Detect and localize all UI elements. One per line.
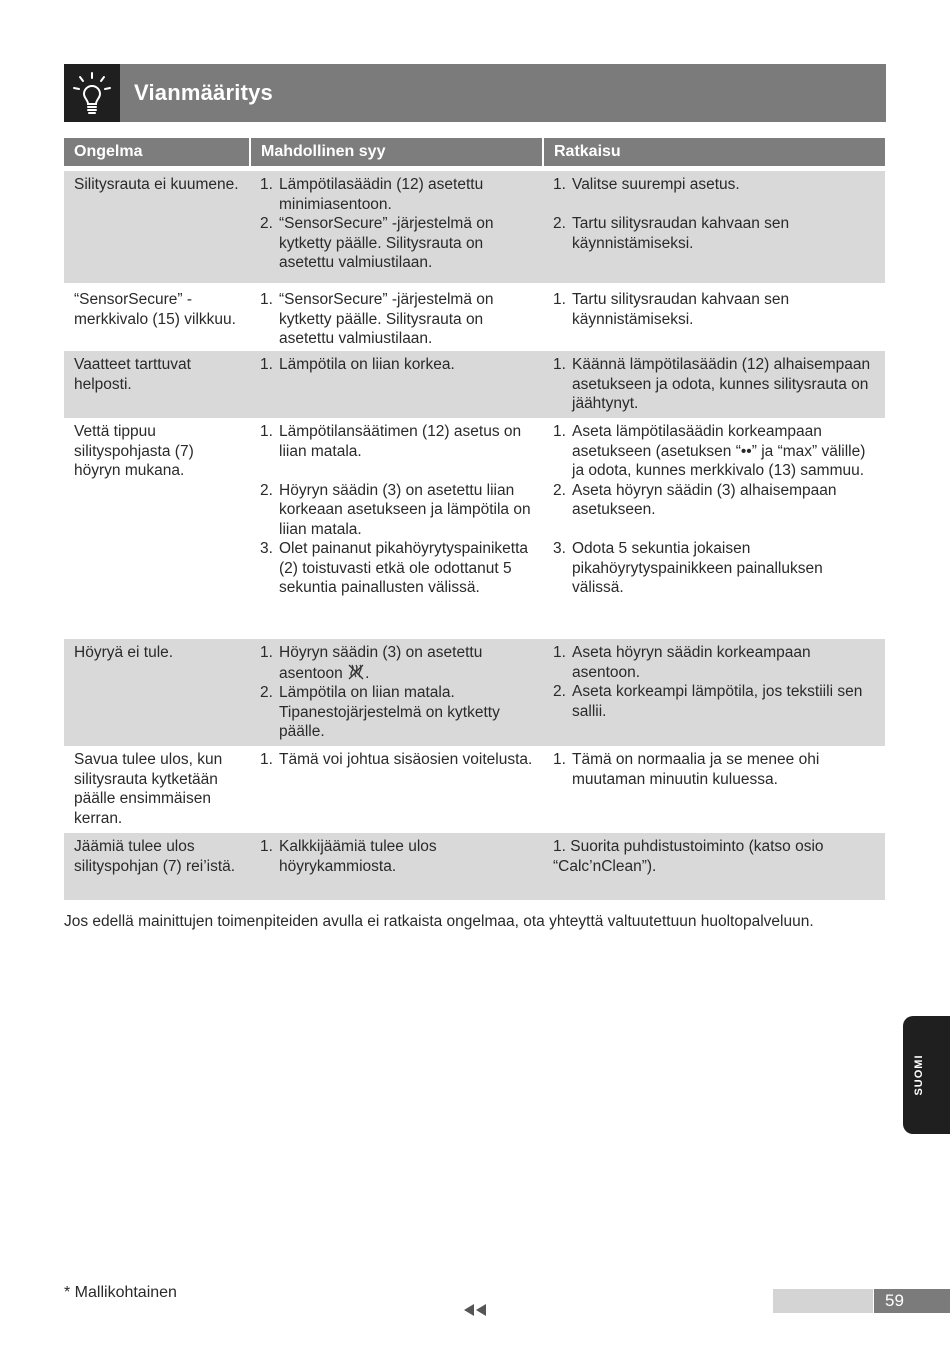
table-row	[64, 286, 885, 351]
solution-cell: 1. Tartu silitysraudan kahvaan sen käynnistämiseksi.	[553, 291, 790, 328]
solution-cell: 1. Suorita puhdistustoiminto (katso osio “Calc’nClean”).	[553, 838, 824, 875]
problem-cell: Höyryä ei tule.	[74, 644, 174, 661]
page-bar	[773, 1289, 873, 1313]
cause-cell: 1. Lämpötila on liian korkea.	[260, 356, 455, 373]
problem-cell: “SensorSecure” -merkkivalo (15) vilkkuu.	[74, 291, 236, 328]
table-header	[64, 138, 885, 166]
problem-cell: Vaatteet tarttuvat helposti.	[74, 356, 191, 393]
solution-cell: 1. Valitse suurempi asetus. 2. Tartu silitysraudan kahvaan sen käynnistämiseksi.	[553, 176, 790, 252]
column-header-solution: Ratkaisu	[542, 138, 885, 166]
solution-cell: 1. Aseta höyryn säädin korkeampaan asentoon. 2. Aseta korkeampi lämpötila, jos tekstiili sen sallii.	[553, 644, 863, 720]
language-tab	[903, 1016, 950, 1134]
page-title: Vianmääritys	[134, 80, 273, 105]
table-row	[64, 833, 885, 900]
section-header	[64, 64, 886, 122]
steam-off-icon	[347, 663, 365, 681]
language-tab-label: SUOMI	[913, 1054, 925, 1096]
page-number: 59	[874, 1289, 950, 1313]
column-header-cause: Mahdollinen syy	[249, 138, 542, 166]
cause-cell: 1. Höyryn säädin (3) on asetettu asentoon . 2. Lämpötila on liian matala. Tipanestojärjestelmä on kytketty päälle.	[260, 644, 500, 740]
footnote: * Mallikohtainen	[64, 1284, 177, 1301]
table-row	[64, 418, 885, 639]
lightbulb-icon	[64, 64, 120, 122]
cause-cell: 1. Lämpötilasäädin (12) asetettu minimiasentoon. 2. “SensorSecure” -järjestelmä on kytketty päälle. Silitysrauta on asetettu valmiustilaan.	[260, 176, 494, 271]
rewind-icon	[462, 1303, 488, 1322]
solution-cell: 1. Tämä on normaalia ja se menee ohi muutaman minuutin kuluessa.	[553, 751, 820, 788]
cause-cell: 1. “SensorSecure” -järjestelmä on kytketty päälle. Silitysrauta on asetettu valmiustilaan.	[260, 291, 494, 347]
solution-cell: 1. Käännä lämpötilasäädin (12) alhaisempaan asetukseen ja odota, kunnes silitysrauta on jäähtynyt.	[553, 356, 871, 412]
problem-cell: Silitysrauta ei kuumene.	[74, 176, 239, 193]
cause-cell: 1. Tämä voi johtua sisäosien voitelusta.	[260, 751, 533, 768]
problem-cell: Savua tulee ulos, kun silitysrauta kytketään päälle ensimmäisen kerran.	[74, 751, 223, 827]
cause-cell: 1. Kalkkijäämiä tulee ulos höyrykammiosta.	[260, 838, 437, 875]
problem-cell: Vettä tippuu silityspohjasta (7) höyryn mukana.	[74, 423, 194, 479]
troubleshooting-table	[64, 138, 885, 900]
problem-cell: Jäämiä tulee ulos silityspohjan (7) rei’istä.	[74, 838, 236, 875]
column-header-problem: Ongelma	[64, 138, 249, 166]
cause-cell: 1. Lämpötilansäätimen (12) asetus on liian matala. 2. Höyryn säädin (3) on asetettu liian korkeaan asetukseen ja lämpötila on liian matala. 3. Olet painanut pikahöyrytyspainiketta (2) toistuvasti etkä ole odottanut 5 sekuntia painallusten välissä.	[260, 423, 531, 596]
table-row	[64, 639, 885, 746]
table-row	[64, 351, 885, 418]
support-note: Jos edellä mainittujen toimenpiteiden avulla ei ratkaista ongelmaa, ota yhteyttä valtuutettuun huoltopalveluun.	[64, 913, 814, 930]
table-row	[64, 171, 885, 283]
solution-cell: 1. Aseta lämpötilasäädin korkeampaan asetukseen (asetuksen “••” ja “max” välille) ja odota, kunnes merkkivalo (13) sammuu. 2. Aseta höyryn säädin (3) alhaisempaan asetukseen. 3. Odota 5 sekuntia jokaisen pikahöyrytyspainikkeen painalluksen välissä.	[553, 423, 866, 596]
table-row	[64, 746, 885, 833]
